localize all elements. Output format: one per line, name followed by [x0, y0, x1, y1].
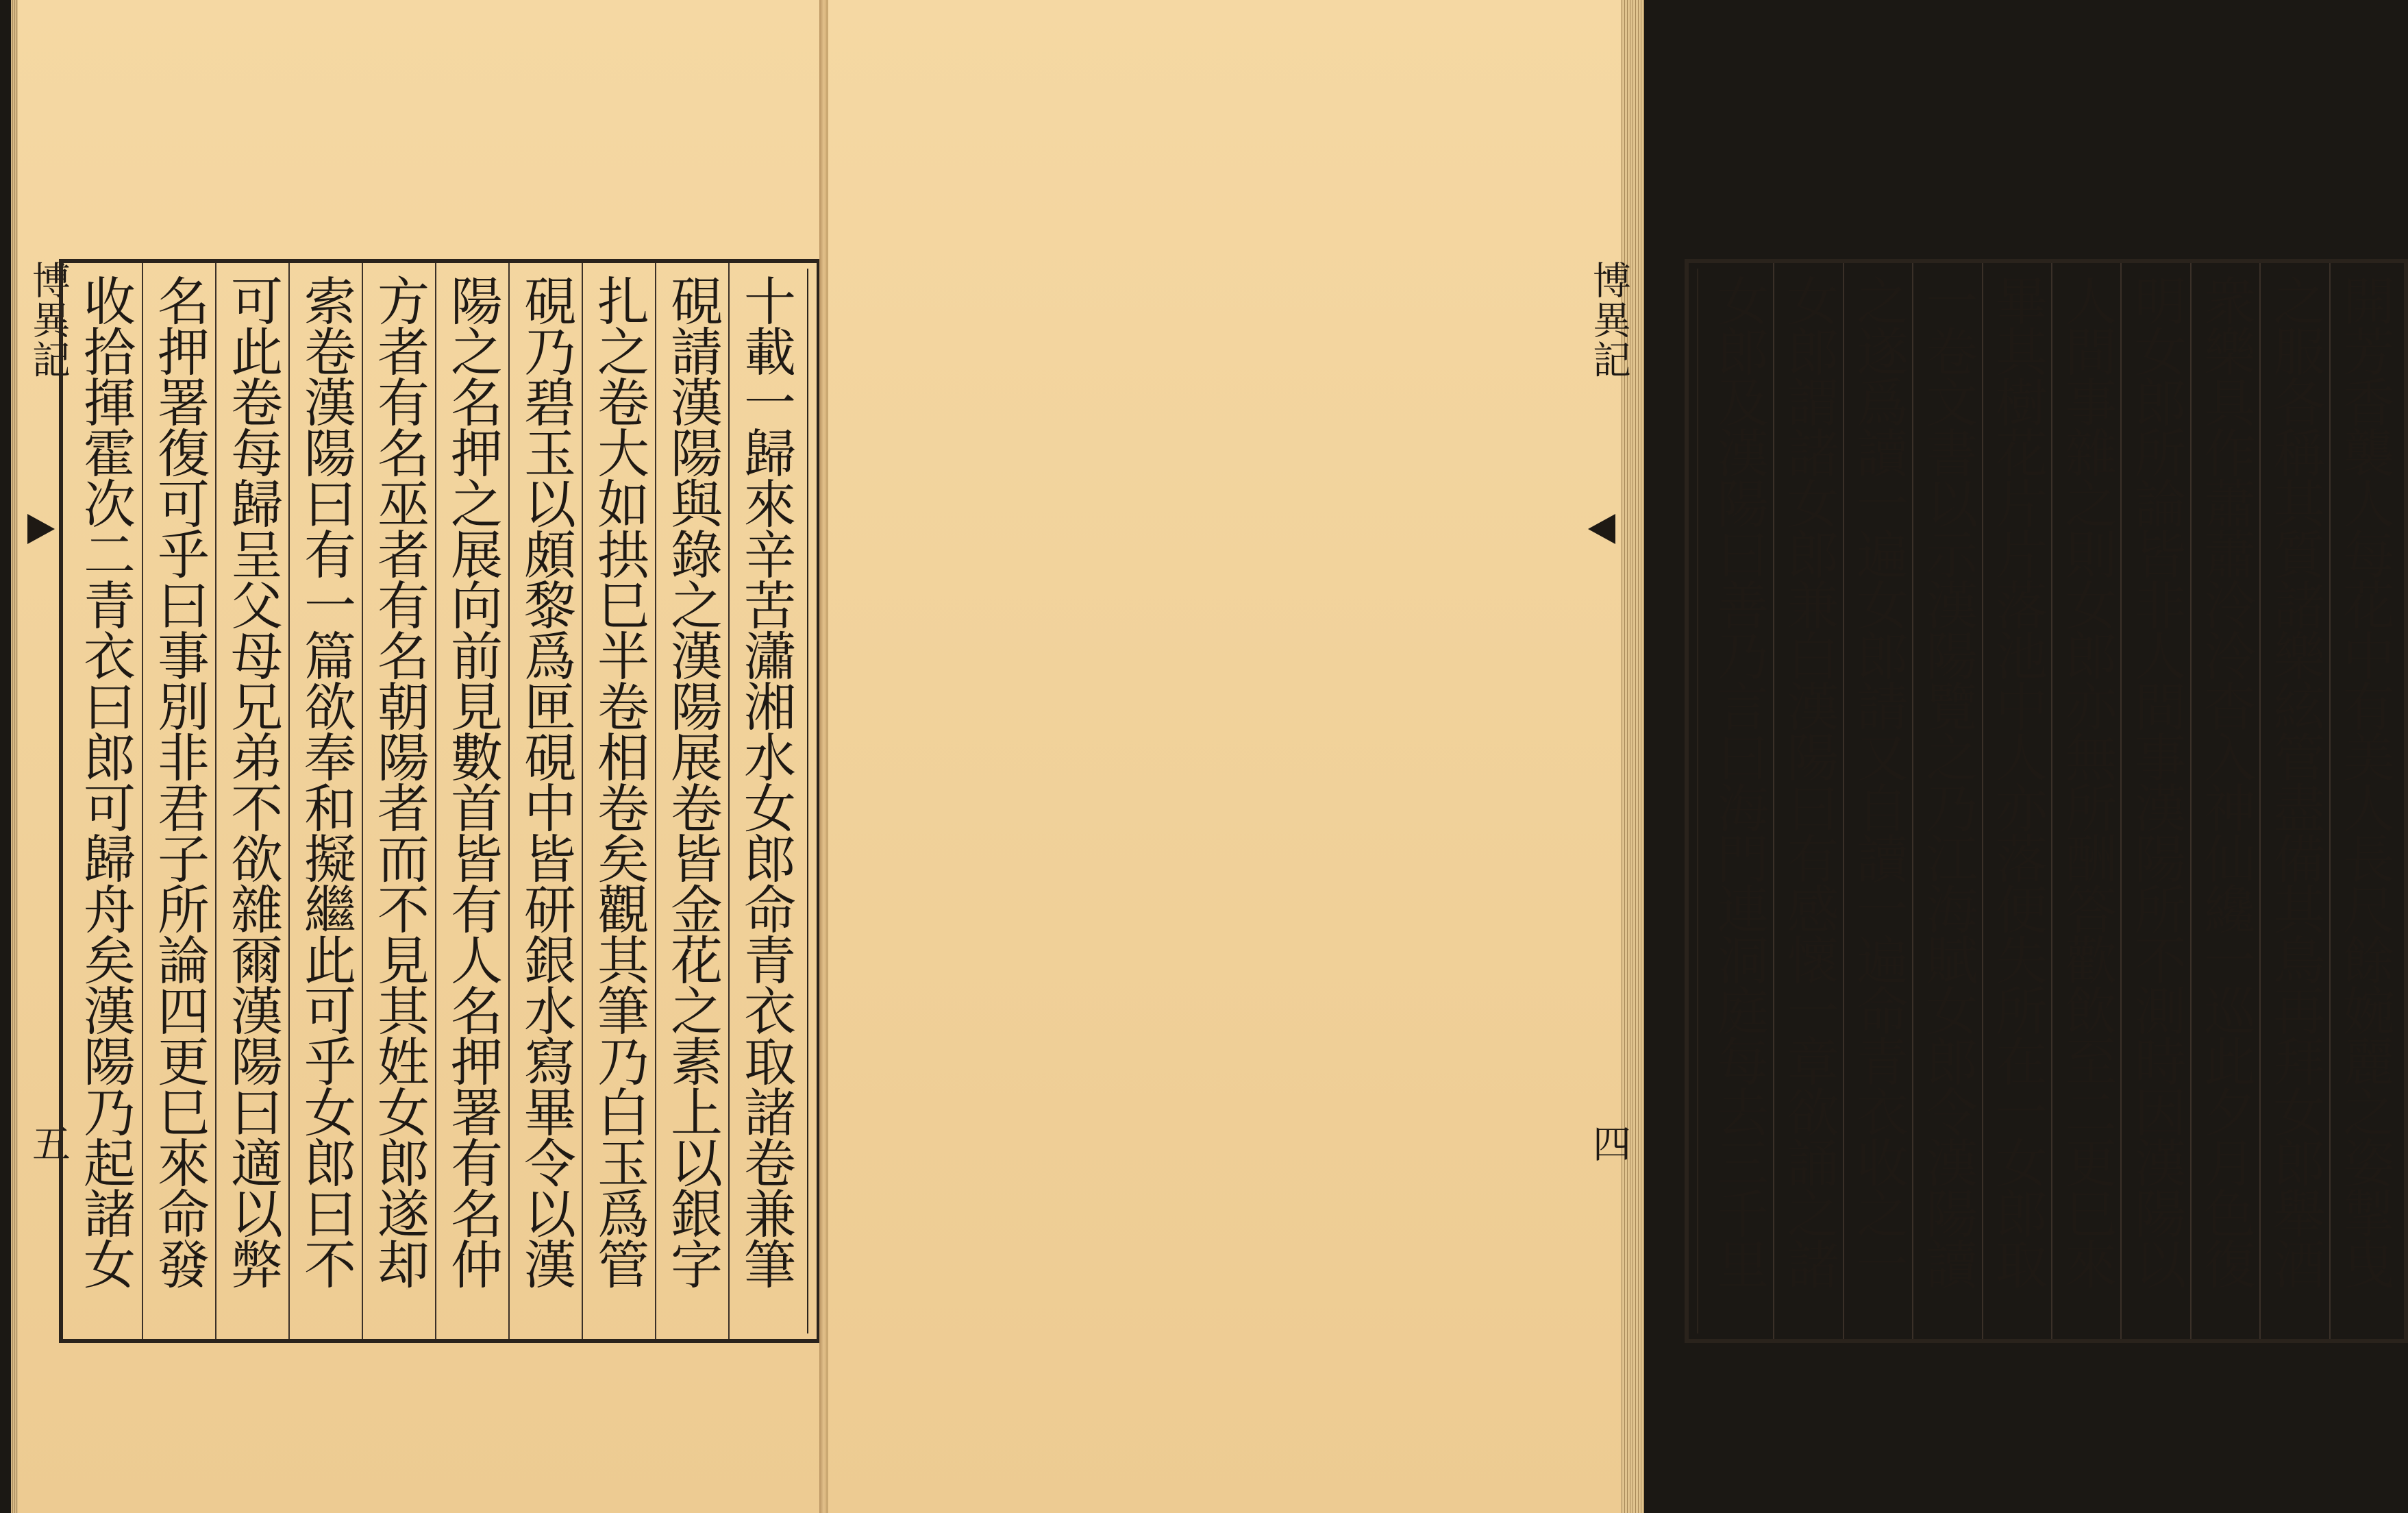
page-stack-right: [1619, 0, 1644, 1513]
left-fold-title: 博異記: [26, 260, 71, 380]
text-column: 衆樂具作蕭蕭泠泠杳入神仙纔一巡此夕月色復: [2190, 263, 2259, 1339]
text-column: 硯請漢陽與錄之漢陽展卷皆金花之素上以銀字: [655, 263, 728, 1339]
left-fish-tail-mark: [27, 514, 55, 544]
text-column: 明女郎所論皆非人間事漢陽所不測時因漢陽以: [2120, 263, 2189, 1339]
right-fish-tail-mark: [1588, 514, 1615, 544]
left-page: [18, 0, 823, 1513]
text-column: 十載一歸來辛苦瀟湘水女郎命青衣取諸卷兼筆: [728, 263, 802, 1339]
right-page: [826, 0, 2396, 1513]
left-fold-strip: [21, 260, 71, 1343]
text-column: 女郎謂諸女郎兼白漢陽曰有感懷一章欲誦之諸: [1773, 263, 1842, 1339]
right-text-frame: [1685, 259, 2408, 1343]
left-text-frame: [59, 259, 821, 1343]
text-column: 方者有名巫者有名朝陽者而不見其姓女郎遂却: [362, 263, 435, 1339]
text-column: 收拾揮霍次二青衣曰郎可歸舟矣漢陽乃起諸女: [75, 274, 136, 1288]
right-fold-strip: [1581, 260, 1631, 1343]
text-column: 畢其樹花片片落池中人亦落便失所在一女郎取: [1982, 263, 2051, 1339]
right-fold-title: 博異記: [1587, 260, 1631, 380]
text-column: 陽之名押之展向前見數首皆有人名押署有名仲: [435, 263, 508, 1339]
text-column: 之服各稱其質諸樂絃管盡備其鳥再拜女郎舉酒: [2259, 263, 2329, 1339]
text-column: 一卷文書以示漢陽覽之乃江海賦女郎令漢陽讀: [1912, 263, 1981, 1339]
text-column: 硯乃碧玉以頗黎爲匣硯中皆研銀水寫畢令以漢: [508, 263, 582, 1339]
text-column: 索卷漢陽曰有一篇欲奉和擬繼此可乎女郎曰不: [288, 263, 362, 1339]
right-page-number: 四: [1587, 1124, 1631, 1164]
text-column: 開芳香襲人每花中有美人長尺餘婉麗之姿掣曳: [2329, 263, 2398, 1339]
text-column: 人間事雜之則女郎亦無所酬答歡飲至二更巳來: [2051, 263, 2120, 1339]
text-column: 之遂爲讀一遍女郎請又自讀一遍命青衣收之一: [1843, 263, 1912, 1339]
left-page-number: 五: [26, 1124, 71, 1164]
text-column: 扎之卷大如拱巳半卷相卷矣觀其筆乃白玉爲管: [582, 263, 655, 1339]
text-column: 女郎及漢陽曰善乃言曰海門連洞庭每去三千里: [1708, 274, 1770, 1288]
text-column: 名押署復可乎曰事別非君子所論四更巳來命發: [142, 263, 215, 1339]
text-column: 可此卷每歸呈父母兄弟不欲雜爾漢陽曰適以弊: [215, 263, 288, 1339]
